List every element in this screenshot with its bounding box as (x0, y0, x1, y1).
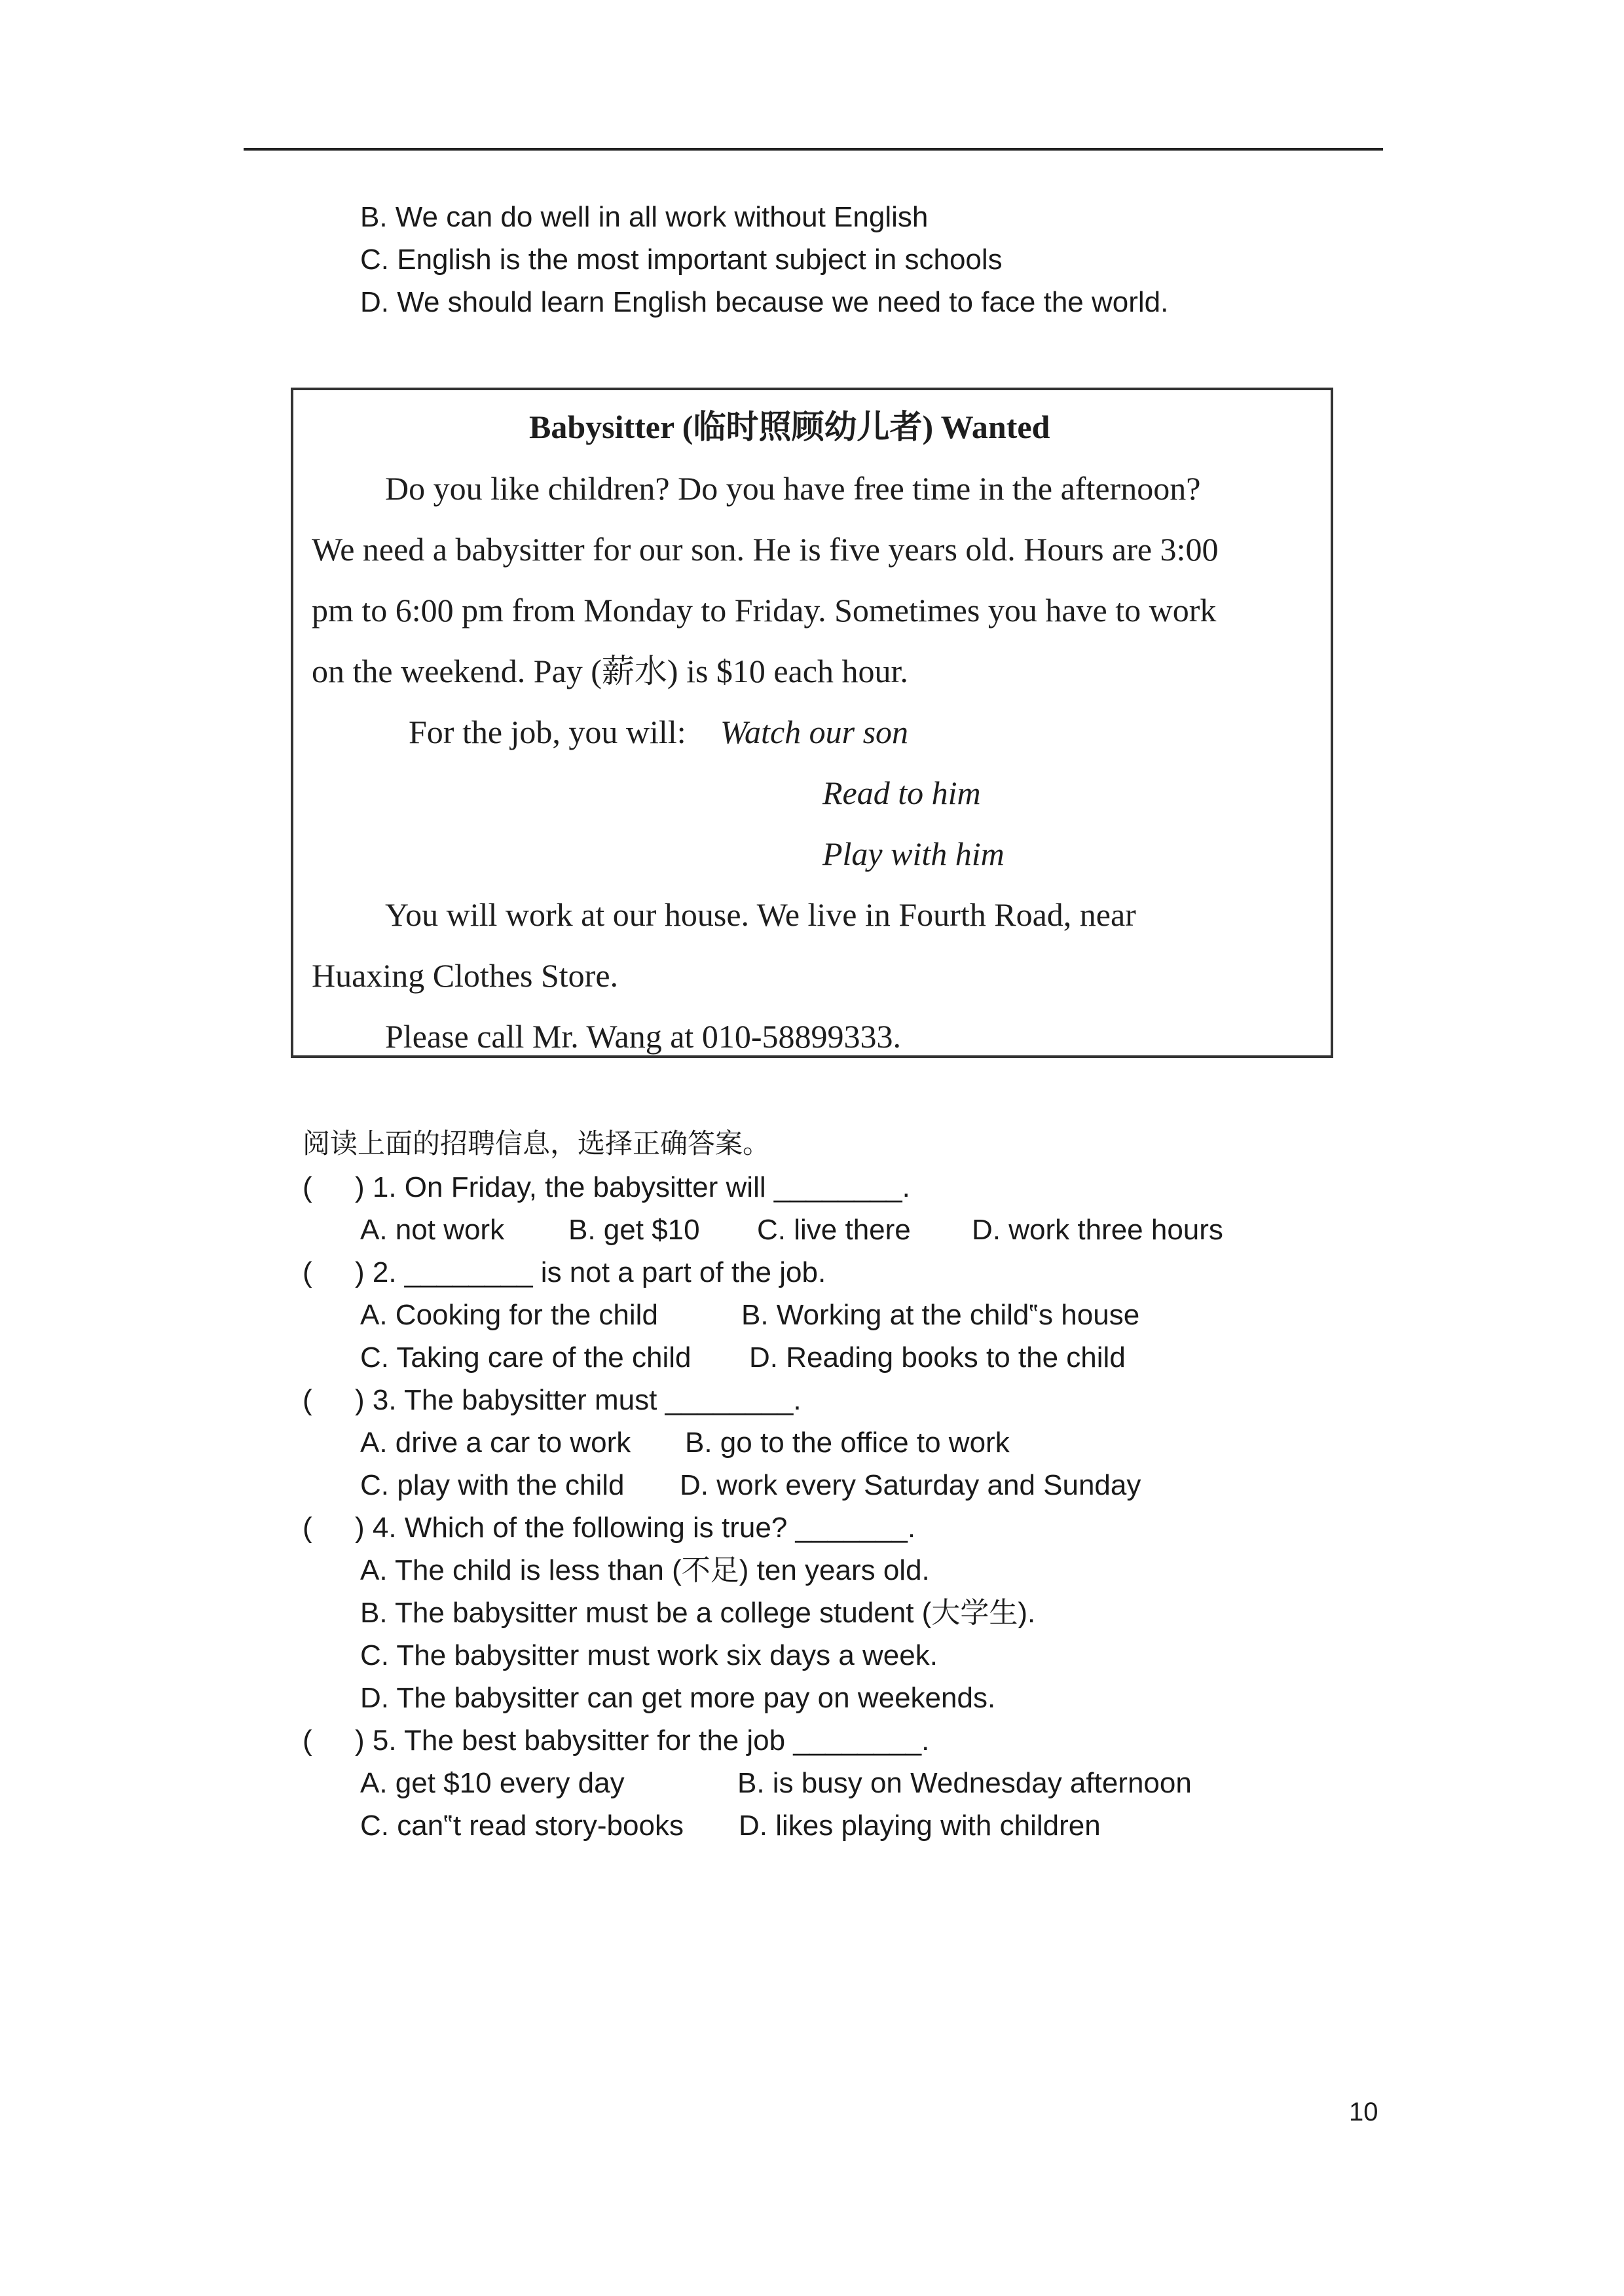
answer-paren-3: ( (303, 1384, 312, 1416)
question-5-option-b: B. is busy on Wednesday afternoon (737, 1767, 1192, 1799)
question-5-option-a: A. get $10 every day (360, 1767, 625, 1799)
prev-option-d: D. We should learn English because we need to face the world. (360, 286, 1169, 318)
question-4-option-c: C. The babysitter must work six days a week. (360, 1639, 938, 1671)
answer-paren-4: ( (303, 1512, 312, 1544)
answer-paren-2: ( (303, 1256, 312, 1288)
instruction: 阅读上面的招聘信息，选择正确答案。 (303, 1129, 771, 1159)
question-2-stem: ) 2. ________ is not a part of the job. (355, 1256, 826, 1288)
answer-paren-5: ( (303, 1724, 312, 1757)
question-4-option-a: A. The child is less than (不足) ten years old. (360, 1554, 930, 1586)
ad-contact: Please call Mr. Wang at 010-58899333. (385, 1018, 901, 1055)
question-4-stem: ) 4. Which of the following is true? _______. (355, 1512, 916, 1544)
babysitter-ad (291, 388, 1333, 1058)
question-1-option-d: D. work three hours (972, 1214, 1223, 1246)
question-4-option-d: D. The babysitter can get more pay on weekends. (360, 1682, 996, 1714)
question-5-option-c: C. can‟t read story-books (360, 1810, 684, 1842)
question-2-option-a: A. Cooking for the child (360, 1299, 658, 1331)
question-1-option-c: C. live there (757, 1214, 911, 1246)
ad-line-2: We need a babysitter for our son. He is five years old. Hours are 3:00 (312, 531, 1219, 568)
question-2-option-b: B. Working at the child‟s house (741, 1299, 1140, 1331)
ad-line-4: on the weekend. Pay (薪水) is $10 each hour. (312, 653, 908, 689)
ad-duty-1: Watch our son (720, 714, 909, 750)
ad-duty-3: Play with him (822, 835, 1005, 872)
ad-line-3: pm to 6:00 pm from Monday to Friday. Sometimes you have to work (312, 592, 1217, 629)
prev-option-c: C. English is the most important subject in schools (360, 244, 1003, 276)
question-2-option-d: D. Reading books to the child (749, 1341, 1126, 1374)
question-2-option-c: C. Taking care of the child (360, 1341, 692, 1374)
question-3-option-b: B. go to the office to work (685, 1427, 1010, 1459)
prev-option-b: B. We can do well in all work without English (360, 201, 929, 233)
question-3-option-c: C. play with the child (360, 1469, 625, 1501)
ad-job-intro: For the job, you will: (409, 714, 686, 750)
question-5-option-d: D. likes playing with children (739, 1810, 1101, 1842)
question-5-stem: ) 5. The best babysitter for the job ________. (355, 1724, 930, 1757)
question-3-stem: ) 3. The babysitter must ________. (355, 1384, 802, 1416)
page-number: 10 (1349, 2098, 1378, 2126)
ad-duty-2: Read to him (822, 774, 981, 811)
ad-location-2: Huaxing Clothes Store. (312, 957, 619, 994)
header-rule (244, 148, 1383, 151)
question-4-option-b: B. The babysitter must be a college student (大学生). (360, 1597, 1036, 1629)
ad-line-1: Do you like children? Do you have free time in the afternoon? (385, 470, 1201, 507)
question-1-option-a: A. not work (360, 1214, 505, 1246)
question-3-option-d: D. work every Saturday and Sunday (680, 1469, 1141, 1501)
answer-paren-1: ( (303, 1171, 312, 1203)
ad-location-1: You will work at our house. We live in Fourth Road, near (385, 896, 1136, 933)
question-3-option-a: A. drive a car to work (360, 1427, 631, 1459)
question-1-stem: ) 1. On Friday, the babysitter will ________. (355, 1171, 910, 1203)
question-1-option-b: B. get $10 (568, 1214, 700, 1246)
ad-title: Babysitter (临时照顾幼儿者) Wanted (529, 409, 1050, 445)
